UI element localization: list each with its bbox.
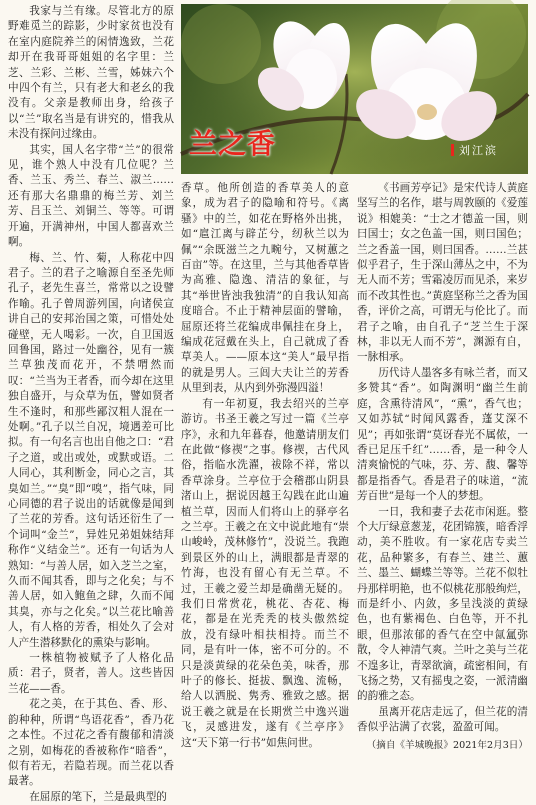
paragraph: 历代诗人墨客多有咏兰者，而又多赞其“香”。如陶渊明“幽兰生前庭，含熏待清风”，“熏”，香气也；又如苏轼“时闻风露香，蓬艾深不见”；再如张谓“莫讶春光不属侬，一香已足压千红”……香，是一种令人清爽愉悦的气味，芬、芳、馥、馨等都是指香气。香是君子的味道，“流芳百世”是每一个人的梦想。 xyxy=(357,366,528,503)
paragraph: 一株植物被赋予了人格化品质：君子，贤者，善人。这些皆因兰花——香。 xyxy=(8,652,174,695)
article-column-3 xyxy=(357,181,528,751)
article-column-1 xyxy=(8,4,174,803)
header-photo xyxy=(181,4,528,174)
paragraph: 花之美，在于其色、香、形、韵种种，所谓“鸟语花香”，香乃花之本性。不过花之香有馥郁和清淡之别，如梅花的香被称作“暗香”，似有若无，若隐若现。而兰花以香最著。 xyxy=(8,698,174,788)
paragraph: 我家与兰有缘。尽管北方的原野难觅兰的踪影，少时家贫也没有在室内庭院养兰的闲情逸致，兰花却开在我哥哥姐姐的名字里：兰芝、兰彩、兰彬、兰雪，姊妹六个中四个有兰，只有老大和老幺的我没有。父亲是教师出身，给孩子以“兰”取名当是有讲究的，惜我从未没有探问过缘由。 xyxy=(8,5,174,141)
author-name: 刘江滨 xyxy=(459,144,498,157)
paragraph: 梅、兰、竹、菊，人称花中四君子。兰的君子之喻源自至圣先师孔子，老先生喜兰，常常以之设譬作喻。孔子曾周游列国，向诸侯宣讲自己的安邦治国之策，可惜处处碰壁，无人喝彩。一次，自卫国返回鲁国，路过一处幽谷，见有一簇兰草独茂而花开，不禁喟然而叹：“兰当为王者香，而今却在这里独自盛开，与众草为伍，譬如贤者生不逢时，和那些鄙汉粗人混在一处啊。”孔子以兰自况，境遇差可比拟。有一句名言也出自他之口：“君子之道，或出或处，或默或语。二人同心，其利断金，同心之言，其臭如兰。”“臭”即“嗅”，指气味，同心同德的君子说出的话就像是闻到了兰花的芳香。这句话还衍生了一个词叫“金兰”，异姓兄弟姐妹结拜称作“义结金兰”。还有一句话为人熟知：“与善人居，如入芝兰之室，久而不闻其香，即与之化矣；与不善人居，如入鲍鱼之肆，久而不闻其臭，亦与之化矣。”以兰花比喻善人，有人格的芳香，相处久了会对人产生潜移默化的熏染与影响。 xyxy=(8,251,174,649)
paragraph: 一日，我和妻子去花市闲逛。整个大厅绿意葱茏，花团锦簇，暗香浮动，美不胜收。有一家花店专卖兰花，品种繁多，有春兰、建兰、蕙兰、墨兰、蝴蝶兰等等。兰花不似牡丹那样明艳，也不似桃花那般绚烂，而是纤小、内敛，多呈浅淡的黄绿色，也有紫褐色、白色等，开不扎眼，但那浓郁的香气在空中氤氲弥散，令人神清气爽。兰叶之美与兰花不遑多让，青翠欲滴，疏密相间，有飞扬之势，又有摇曳之姿，一派清幽的韵雅之态。 xyxy=(357,505,528,703)
article-column-2 xyxy=(181,181,349,749)
paragraph: 其实，国人名字带“兰”的很常见，谁个熟人中没有几位呢？兰香、兰玉、秀兰、春兰、淑兰……还有那大名鼎鼎的梅兰芳、刘兰芳、吕玉兰、刘铜兰、等等。可谓开遍，开满神州，中国人都喜欢兰啊。 xyxy=(8,143,174,249)
paragraph: 在屈原的笔下，兰是最典型的 xyxy=(29,790,167,803)
paragraph: 虽离开花店走远了，但兰花的清香似乎沾满了衣裳，盈盈可闻。 xyxy=(357,705,528,734)
paragraph: 《书画芳亭记》是宋代诗人黄庭坚写兰的名作，堪与周敦颐的《爱莲说》相媲美：“士之才德盖一国，则曰国士；女之色盖一国，则曰国色；兰之香盖一国，则曰国香。……兰甚似乎君子，生于深山薄丛之中，不为无人而不芳；雪霜凌厉而见杀，来岁而不改其性也。”黄庭坚称兰之香为国香，评价之高，可谓无与伦比了。而君子之喻，由自孔子“芝兰生于深林，非以无人而不芳”，渊源有自，一脉相承。 xyxy=(357,182,528,364)
byline-marker xyxy=(451,144,454,156)
source-note: （摘自《羊城晚报》2021年2月3日） xyxy=(366,739,528,751)
article-title: 兰之香 xyxy=(189,127,277,160)
paragraph: 有一年初夏，我去绍兴的兰亭游访。书圣王羲之写过一篇《兰亭序》，永和九年暮春，他邀请朋友们在此做“修禊”之事。修禊，古代风俗，指临水洗濯，祓除不祥，常以香草涂身。兰亭位于会稽郡山阴县渚山上，据说因越王勾践在此山遍植兰草，因而人们将山上的驿亭名之兰亭。王羲之在文中说此地有“崇山峻岭，茂林修竹”，没说兰。我跑到景区外的山上，满眼都是青翠的竹海，也没有留心有无兰草。不过，王羲之爱兰却是确凿无疑的。我们日常赏花，桃花、杏花、梅花，都是在光秃秃的枝头傲然绽放，没有绿叶相扶相持。而兰不同，是有叶一体，密不可分的。不只是淡黄绿的花朵色美，味香，那叶子的修长、挺拔、飘逸、流畅，给人以洒脱、隽秀、雅致之感。据说王羲之就是在长期赏兰中逸兴遄飞，灵感进发，遂有《兰亭序》这“天下第一行书”如焦问世。 xyxy=(181,397,349,749)
byline xyxy=(451,142,498,158)
paragraph: 香草。他所创造的香草美人的意象，成为君子的隐喻和符号。《离骚》中的兰，如花在野格外出挑，如“扈江离与辟芷兮，纫秋兰以为佩”“余既滋兰之九畹兮，又树蕙之百亩”等。在这里，兰与其他香草皆为高雅、隐逸、清洁的象征，与其“举世皆浊我独清”的自我认知高度暗合。不止于精神层面的譬喻，屈原还将兰花编成串佩挂在身上，编成花冠戴在头上，自己就成了香草美人。——原本这“美人”最早指的就是男人。三闾大夫让兰的芳香从里到表，从内到外弥漫四溢！ xyxy=(181,182,349,395)
